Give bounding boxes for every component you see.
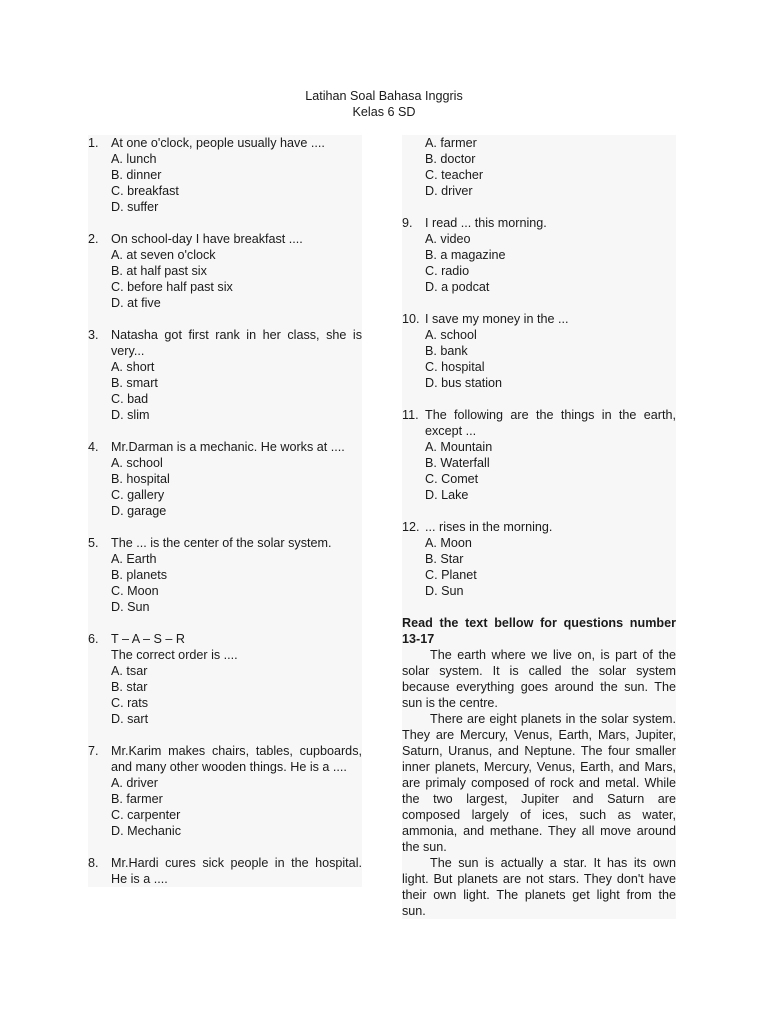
option: D. Sun (111, 600, 150, 614)
option: D. bus station (425, 376, 503, 390)
question-stem: Natasha got first rank in her class, she is very... (111, 328, 362, 358)
option: B. doctor (425, 152, 476, 166)
question-number: 1. (88, 136, 99, 150)
option: B. farmer (111, 792, 163, 806)
option: A. school (111, 456, 163, 470)
reading-paragraph: There are eight planets in the solar system. They are Mercury, Venus, Earth, Mars, Jupiter, Saturn, Uranus, and Neptune. The four smaller inner planets, Mercury, Venus, Earth, and Mars, are primaly composed of rock and metal. While the two largest, Jupiter and Saturn are composed largely of ices, such as water, ammonia, and methane. They all move around the sun. (402, 712, 676, 854)
option: A. tsar (111, 664, 148, 678)
option: A. short (111, 360, 155, 374)
question-number: 3. (88, 328, 99, 342)
question-9 (402, 215, 676, 295)
question-number: 12. (402, 520, 420, 534)
option: C. bad (111, 392, 149, 406)
question-stem: Mr.Darman is a mechanic. He works at .... (111, 440, 345, 454)
option: D. driver (425, 184, 473, 198)
question-stem: Mr.Hardi cures sick people in the hospital. He is a .... (111, 856, 362, 886)
question-10 (402, 311, 676, 391)
document-subtitle: Kelas 6 SD (352, 105, 416, 119)
question-number: 6. (88, 632, 99, 646)
question-number: 2. (88, 232, 99, 246)
option: C. Comet (425, 472, 479, 486)
reading-title: Read the text bellow for questions number 13-17 (402, 616, 676, 646)
option: A. Moon (425, 536, 472, 550)
option: D. Mechanic (111, 824, 181, 838)
option: B. a magazine (425, 248, 506, 262)
reading-section (402, 615, 676, 919)
option: C. hospital (425, 360, 485, 374)
question-8-options (402, 135, 676, 199)
option: C. radio (425, 264, 470, 278)
question-5 (88, 535, 362, 615)
option: D. Lake (425, 488, 469, 502)
question-number: 4. (88, 440, 99, 454)
option: B. Star (425, 552, 464, 566)
option: D. suffer (111, 200, 159, 214)
option: C. gallery (111, 488, 165, 502)
question-number: 7. (88, 744, 99, 758)
option: A. lunch (111, 152, 157, 166)
question-stem: The ... is the center of the solar system. (111, 536, 332, 550)
option: A. farmer (425, 136, 477, 150)
reading-paragraph: The earth where we live on, is part of the solar system. It is called the solar system because everything goes around the sun. The sun is the centre. (402, 648, 676, 710)
question-4 (88, 439, 362, 519)
option: C. rats (111, 696, 149, 710)
option: C. before half past six (111, 280, 233, 294)
question-12 (402, 519, 676, 599)
question-stem: ... rises in the morning. (425, 520, 553, 534)
option: C. carpenter (111, 808, 181, 822)
option: B. bank (425, 344, 468, 358)
question-number: 11. (402, 408, 419, 422)
option: B. dinner (111, 168, 162, 182)
option: B. star (111, 680, 148, 694)
option: A. at seven o'clock (111, 248, 216, 262)
option: B. at half past six (111, 264, 207, 278)
option: B. planets (111, 568, 168, 582)
option: A. school (425, 328, 477, 342)
question-2 (88, 231, 362, 311)
option: C. teacher (425, 168, 484, 182)
option: B. hospital (111, 472, 170, 486)
question-stem: On school-day I have breakfast .... (111, 232, 303, 246)
question-stem: At one o'clock, people usually have .... (111, 136, 325, 150)
question-stem: Mr.Karim makes chairs, tables, cupboards, and many other wooden things. He is a .... (111, 744, 362, 774)
option: C. Planet (425, 568, 477, 582)
question-stem: I read ... this morning. (425, 216, 547, 230)
option: D. slim (111, 408, 150, 422)
question-number: 5. (88, 536, 99, 550)
option: A. driver (111, 776, 158, 790)
option: D. Sun (425, 584, 464, 598)
question-stem: T – A – S – R (111, 632, 185, 646)
question-1 (88, 135, 362, 215)
right-column (402, 135, 676, 919)
question-8 (88, 855, 362, 887)
question-7 (88, 743, 362, 839)
option: D. sart (111, 712, 149, 726)
option: D. a podcat (425, 280, 490, 294)
option: A. Mountain (425, 440, 493, 454)
question-stem-line-2: The correct order is .... (111, 648, 238, 662)
question-number: 9. (402, 216, 413, 230)
question-3 (88, 327, 362, 423)
option: A. video (425, 232, 471, 246)
reading-paragraph: The sun is actually a star. It has its own light. But planets are not stars. They don't have their own light. The planets get light from the sun. (402, 856, 676, 918)
option: C. Moon (111, 584, 159, 598)
option: D. at five (111, 296, 161, 310)
question-stem: I save my money in the ... (425, 312, 569, 326)
document-title: Latihan Soal Bahasa Inggris (305, 89, 463, 103)
question-6 (88, 631, 362, 727)
option: B. smart (111, 376, 158, 390)
question-number: 8. (88, 856, 99, 870)
option: B. Waterfall (425, 456, 490, 470)
option: A. Earth (111, 552, 157, 566)
left-column (88, 135, 362, 887)
question-number: 10. (402, 312, 420, 326)
option: C. breakfast (111, 184, 179, 198)
document-header (0, 88, 768, 120)
option: D. garage (111, 504, 167, 518)
question-11 (402, 407, 676, 503)
question-stem: The following are the things in the earth, except ... (425, 408, 676, 438)
